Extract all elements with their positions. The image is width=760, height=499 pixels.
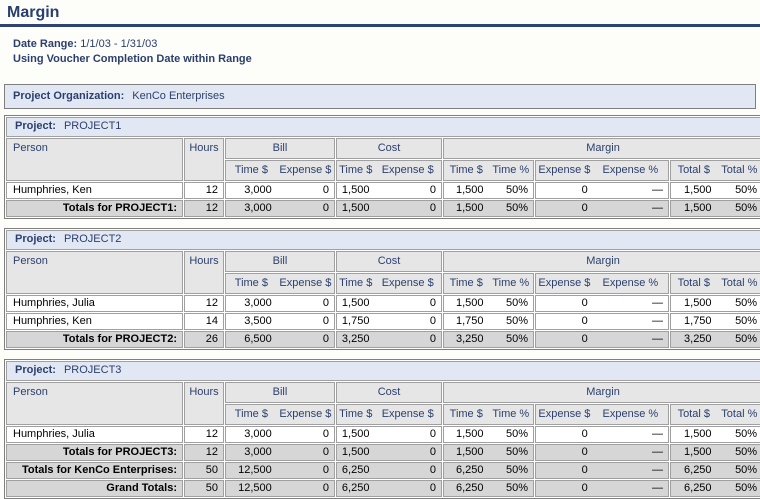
bill-expense-value: 0	[322, 428, 329, 440]
col-group-cost: Cost	[336, 251, 442, 272]
col-group-bill: Bill	[225, 382, 335, 403]
col-header-bill-expense: Expense $	[279, 277, 332, 289]
col-group-margin: Margin	[443, 382, 760, 403]
bill-expense-value: 0	[322, 333, 329, 345]
grand-totals-row	[6, 480, 760, 497]
col-header-margin-expense: Expense $	[538, 164, 591, 176]
margin-time-pct-value: 50%	[505, 464, 528, 476]
basis-line: Using Voucher Completion Date within Range	[13, 53, 252, 65]
project-band-row	[6, 117, 760, 137]
margin-expense-value: 0	[581, 202, 588, 214]
cost-expense-value: 0	[429, 184, 436, 196]
margin-total-subheaders	[670, 273, 760, 294]
bill-time-value: 3,000	[244, 446, 272, 458]
person-row	[6, 313, 760, 330]
hours-cell: 14	[184, 313, 224, 330]
margin-total-pct-value: 50%	[735, 482, 758, 494]
margin-time-pct-value: 50%	[505, 202, 528, 214]
margin-expense-value: 0	[581, 333, 588, 345]
margin-time-pct-value: 50%	[505, 333, 528, 345]
project-organization-label: Project Organization:	[13, 90, 125, 102]
margin-expense-cell	[535, 313, 669, 330]
bill-expense-value: 0	[322, 315, 329, 327]
bill-cell	[225, 444, 335, 461]
cost-subheaders	[336, 160, 442, 181]
cost-cell	[336, 200, 442, 217]
col-header-margin-time: Time $	[449, 408, 483, 420]
header-group-row	[6, 138, 760, 159]
margin-expense-value: 0	[581, 446, 588, 458]
project-band	[6, 361, 760, 381]
margin-total-pct-value: 50%	[735, 202, 758, 214]
margin-total-subheaders	[670, 404, 760, 425]
col-header-bill-expense: Expense $	[279, 164, 332, 176]
bill-expense-value: 0	[322, 482, 329, 494]
cost-cell	[336, 182, 442, 199]
margin-total-cell	[670, 426, 760, 443]
margin-expense-pct-value: —	[651, 464, 663, 476]
cost-cell	[336, 462, 442, 479]
header-group-row	[6, 382, 760, 403]
header-group-row	[6, 251, 760, 272]
col-header-cost-expense: Expense $	[381, 408, 434, 420]
col-header-bill-time: Time $	[234, 277, 268, 289]
cost-expense-value: 0	[429, 482, 436, 494]
margin-expense-pct-value: —	[651, 202, 663, 214]
hours-cell: 26	[184, 331, 224, 348]
cost-expense-value: 0	[429, 333, 436, 345]
cost-time-value: 3,250	[341, 333, 370, 345]
margin-total-cell	[670, 313, 760, 330]
margin-expense-pct-value: —	[651, 482, 663, 494]
bill-expense-value: 0	[322, 184, 329, 196]
margin-time-value: 1,500	[455, 297, 484, 309]
margin-total-cell	[670, 331, 760, 348]
margin-total-value: 1,500	[684, 184, 712, 196]
margin-time-cell	[443, 295, 534, 312]
bill-cell	[225, 480, 335, 497]
project-band	[6, 117, 760, 137]
margin-time-value: 3,250	[455, 333, 484, 345]
margin-expense-value: 0	[581, 297, 588, 309]
col-header-hours: Hours	[184, 138, 224, 181]
col-header-margin-expense: Expense $	[538, 277, 591, 289]
bill-expense-value: 0	[322, 202, 329, 214]
margin-total-value: 1,500	[684, 428, 712, 440]
margin-expense-cell	[535, 480, 669, 497]
report-meta	[13, 37, 760, 67]
person-row	[6, 426, 760, 443]
person-row	[6, 182, 760, 199]
totals-label: Totals for PROJECT2:	[6, 331, 183, 348]
cost-time-value: 6,250	[341, 482, 370, 494]
margin-expense-value: 0	[581, 482, 588, 494]
hours-cell: 12	[184, 444, 224, 461]
margin-total-cell	[670, 182, 760, 199]
bill-cell	[225, 331, 335, 348]
person-cell: Humphries, Julia	[6, 426, 183, 443]
col-header-margin-total: Total $	[677, 164, 710, 176]
col-header-cost-time: Time $	[339, 408, 373, 420]
totals-label: Totals for PROJECT1:	[6, 200, 183, 217]
col-group-margin: Margin	[443, 251, 760, 272]
project-band-row	[6, 361, 760, 381]
bill-subheaders	[225, 404, 335, 425]
col-header-margin-total: Total $	[677, 277, 710, 289]
cost-cell	[336, 480, 442, 497]
bill-time-value: 3,000	[244, 297, 272, 309]
bill-expense-value: 0	[322, 464, 329, 476]
bill-time-value: 3,000	[244, 202, 272, 214]
col-header-margin-time-pct: Time %	[492, 408, 530, 420]
person-cell: Humphries, Ken	[6, 313, 183, 330]
col-header-margin-time-pct: Time %	[492, 277, 530, 289]
bill-subheaders	[225, 160, 335, 181]
col-header-bill-time: Time $	[234, 164, 268, 176]
col-group-cost: Cost	[336, 138, 442, 159]
totals-row	[6, 331, 760, 348]
margin-expense-pct-value: —	[651, 315, 663, 327]
margin-total-pct-value: 50%	[735, 333, 758, 345]
date-range-line	[13, 37, 760, 52]
margin-total-pct-value: 50%	[735, 297, 758, 309]
margin-time-cell	[443, 480, 534, 497]
project-name: PROJECT3	[63, 364, 122, 376]
margin-expense-cell	[535, 295, 669, 312]
bill-time-value: 3,000	[244, 428, 272, 440]
col-header-margin-time: Time $	[449, 277, 483, 289]
project-name: PROJECT1	[63, 120, 122, 132]
margin-time-cell	[443, 182, 534, 199]
margin-total-value: 6,250	[684, 464, 712, 476]
col-header-margin-total-pct: Total %	[721, 164, 758, 176]
margin-time-subheaders	[443, 273, 534, 294]
bill-expense-value: 0	[322, 297, 329, 309]
margin-expense-value: 0	[581, 464, 588, 476]
bill-time-value: 12,500	[238, 482, 272, 494]
margin-expense-subheaders	[535, 160, 669, 181]
margin-total-cell	[670, 462, 760, 479]
margin-expense-pct-value: —	[651, 184, 663, 196]
margin-time-pct-value: 50%	[505, 428, 528, 440]
cost-cell	[336, 331, 442, 348]
cost-cell	[336, 313, 442, 330]
margin-time-value: 1,500	[455, 184, 484, 196]
person-cell: Humphries, Julia	[6, 295, 183, 312]
col-header-margin-time-pct: Time %	[492, 164, 530, 176]
margin-time-value: 6,250	[455, 464, 484, 476]
project-band-row	[6, 230, 760, 250]
margin-total-value: 1,750	[684, 315, 712, 327]
col-header-margin-total-pct: Total %	[721, 408, 758, 420]
col-header-hours: Hours	[184, 251, 224, 294]
hours-cell: 50	[184, 480, 224, 497]
page-title: Margin	[7, 4, 60, 21]
project-label: Project:	[15, 120, 56, 132]
margin-expense-cell	[535, 182, 669, 199]
date-range-value: 1/1/03 - 1/31/03	[80, 38, 158, 50]
margin-expense-cell	[535, 331, 669, 348]
cost-expense-value: 0	[429, 428, 436, 440]
person-row	[6, 295, 760, 312]
margin-expense-pct-value: —	[651, 446, 663, 458]
bill-cell	[225, 200, 335, 217]
margin-time-cell	[443, 444, 534, 461]
cost-time-value: 1,500	[341, 184, 370, 196]
margin-time-value: 1,750	[455, 315, 484, 327]
col-header-person: Person	[6, 138, 183, 181]
col-header-margin-expense-pct: Expense %	[602, 277, 659, 289]
margin-time-value: 1,500	[455, 428, 484, 440]
margin-total-pct-value: 50%	[735, 184, 758, 196]
cost-subheaders	[336, 273, 442, 294]
col-header-margin-total: Total $	[677, 408, 710, 420]
margin-total-cell	[670, 480, 760, 497]
cost-time-value: 1,500	[341, 428, 370, 440]
project-label: Project:	[15, 364, 56, 376]
col-header-margin-expense-pct: Expense %	[602, 164, 659, 176]
cost-expense-value: 0	[429, 297, 436, 309]
margin-time-pct-value: 50%	[505, 315, 528, 327]
title-rule	[0, 24, 760, 27]
project-band	[6, 230, 760, 250]
margin-total-pct-value: 50%	[735, 446, 758, 458]
cost-cell	[336, 426, 442, 443]
col-header-person: Person	[6, 251, 183, 294]
margin-expense-subheaders	[535, 273, 669, 294]
margin-total-pct-value: 50%	[735, 428, 758, 440]
margin-total-cell	[670, 295, 760, 312]
margin-time-subheaders	[443, 404, 534, 425]
margin-expense-value: 0	[581, 428, 588, 440]
cost-time-value: 1,500	[341, 446, 370, 458]
project-table-project1	[4, 115, 760, 219]
margin-time-cell	[443, 200, 534, 217]
cost-time-value: 1,750	[341, 315, 370, 327]
bill-cell	[225, 313, 335, 330]
bill-expense-value: 0	[322, 446, 329, 458]
margin-time-subheaders	[443, 160, 534, 181]
margin-total-cell	[670, 444, 760, 461]
organization-totals-row	[6, 462, 760, 479]
margin-total-value: 1,500	[684, 202, 712, 214]
col-header-bill-expense: Expense $	[279, 408, 332, 420]
col-group-bill: Bill	[225, 251, 335, 272]
col-header-person: Person	[6, 382, 183, 425]
col-header-bill-time: Time $	[234, 408, 268, 420]
margin-time-pct-value: 50%	[505, 184, 528, 196]
cost-expense-value: 0	[429, 446, 436, 458]
project-organization-band	[4, 84, 756, 109]
margin-expense-cell	[535, 462, 669, 479]
margin-time-cell	[443, 313, 534, 330]
totals-label: Totals for KenCo Enterprises:	[6, 462, 183, 479]
col-group-bill: Bill	[225, 138, 335, 159]
margin-expense-cell	[535, 426, 669, 443]
cost-expense-value: 0	[429, 464, 436, 476]
hours-cell: 50	[184, 462, 224, 479]
col-header-hours: Hours	[184, 382, 224, 425]
hours-cell: 12	[184, 200, 224, 217]
margin-total-value: 1,500	[684, 446, 712, 458]
margin-total-value: 6,250	[684, 482, 712, 494]
margin-expense-cell	[535, 200, 669, 217]
margin-time-value: 1,500	[455, 202, 484, 214]
margin-time-value: 6,250	[455, 482, 484, 494]
margin-total-cell	[670, 200, 760, 217]
totals-row	[6, 200, 760, 217]
margin-total-subheaders	[670, 160, 760, 181]
project-name: PROJECT2	[63, 233, 122, 245]
col-header-margin-total-pct: Total %	[721, 277, 758, 289]
hours-cell: 12	[184, 182, 224, 199]
margin-expense-pct-value: —	[651, 333, 663, 345]
col-header-margin-expense-pct: Expense %	[602, 408, 659, 420]
margin-expense-pct-value: —	[651, 297, 663, 309]
cost-subheaders	[336, 404, 442, 425]
cost-time-value: 1,500	[341, 202, 370, 214]
col-header-cost-time: Time $	[339, 164, 373, 176]
bill-cell	[225, 462, 335, 479]
col-header-cost-expense: Expense $	[381, 164, 434, 176]
hours-cell: 12	[184, 295, 224, 312]
totals-label: Totals for PROJECT3:	[6, 444, 183, 461]
margin-total-pct-value: 50%	[735, 315, 758, 327]
project-organization-value: KenCo Enterprises	[132, 90, 225, 102]
margin-expense-pct-value: —	[651, 428, 663, 440]
margin-time-pct-value: 50%	[505, 482, 528, 494]
margin-total-value: 3,250	[684, 333, 712, 345]
col-group-cost: Cost	[336, 382, 442, 403]
project-table-project3	[4, 359, 760, 499]
margin-time-pct-value: 50%	[505, 297, 528, 309]
margin-expense-cell	[535, 444, 669, 461]
cost-time-value: 1,500	[341, 297, 370, 309]
bill-cell	[225, 182, 335, 199]
cost-expense-value: 0	[429, 315, 436, 327]
date-range-label: Date Range:	[13, 38, 78, 50]
project-table-project2	[4, 228, 760, 350]
cost-cell	[336, 444, 442, 461]
person-cell: Humphries, Ken	[6, 182, 183, 199]
margin-time-pct-value: 50%	[505, 446, 528, 458]
margin-time-value: 1,500	[455, 446, 484, 458]
cost-time-value: 6,250	[341, 464, 370, 476]
bill-time-value: 6,500	[244, 333, 272, 345]
bill-subheaders	[225, 273, 335, 294]
project-label: Project:	[15, 233, 56, 245]
margin-time-cell	[443, 331, 534, 348]
totals-label: Grand Totals:	[6, 480, 183, 497]
bill-cell	[225, 426, 335, 443]
col-group-margin: Margin	[443, 138, 760, 159]
margin-total-pct-value: 50%	[735, 464, 758, 476]
margin-time-cell	[443, 462, 534, 479]
hours-cell: 12	[184, 426, 224, 443]
bill-time-value: 3,500	[244, 315, 272, 327]
margin-expense-value: 0	[581, 184, 588, 196]
col-header-margin-expense: Expense $	[538, 408, 591, 420]
bill-time-value: 12,500	[238, 464, 272, 476]
margin-total-value: 1,500	[684, 297, 712, 309]
bill-time-value: 3,000	[244, 184, 272, 196]
col-header-margin-time: Time $	[449, 164, 483, 176]
margin-expense-value: 0	[581, 315, 588, 327]
col-header-cost-time: Time $	[339, 277, 373, 289]
margin-expense-subheaders	[535, 404, 669, 425]
totals-row	[6, 444, 760, 461]
margin-time-cell	[443, 426, 534, 443]
bill-cell	[225, 295, 335, 312]
cost-cell	[336, 295, 442, 312]
cost-expense-value: 0	[429, 202, 436, 214]
col-header-cost-expense: Expense $	[381, 277, 434, 289]
